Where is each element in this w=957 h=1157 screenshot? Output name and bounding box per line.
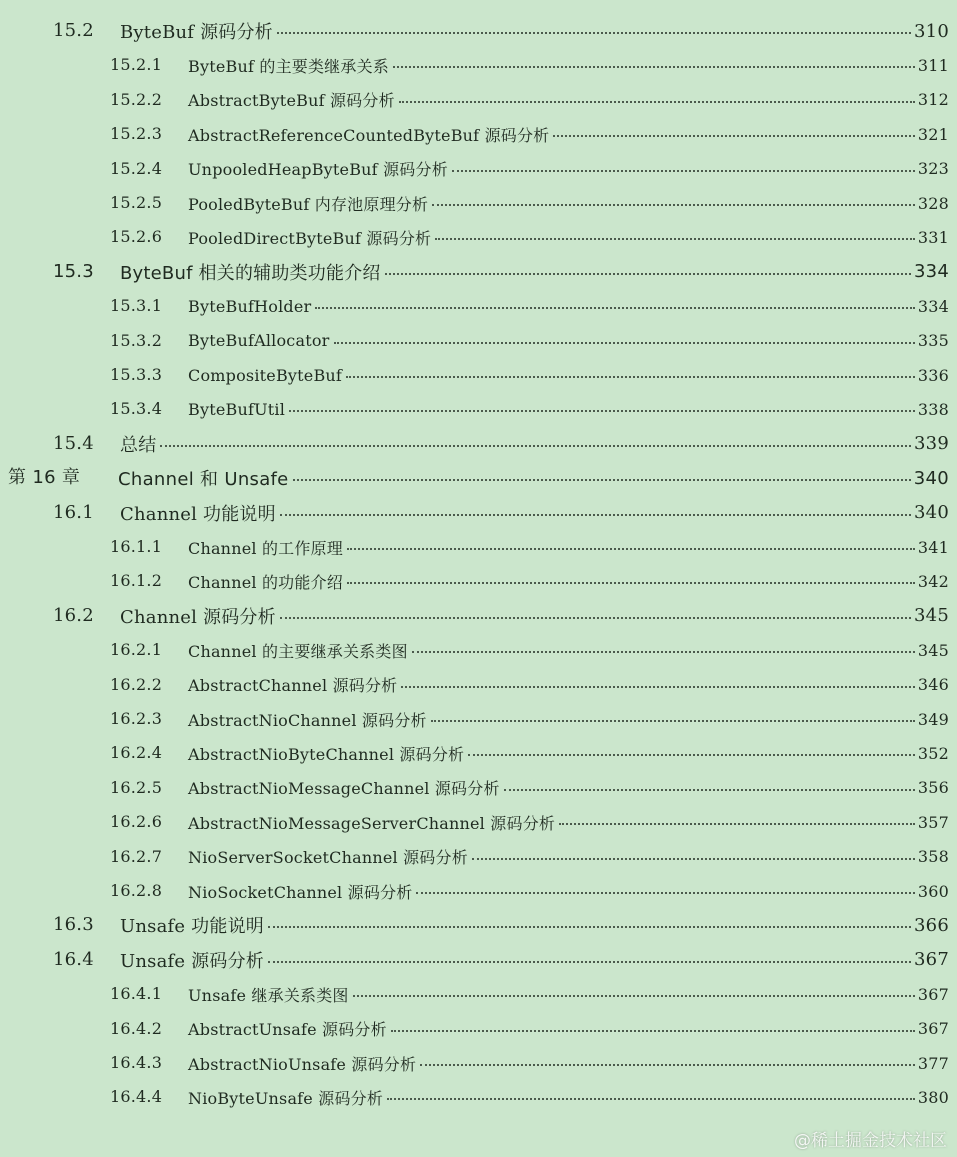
toc-entry-page: 366 xyxy=(914,914,949,936)
toc-entry-page: 342 xyxy=(917,571,949,591)
toc-entry[interactable] xyxy=(0,907,957,943)
toc-entry[interactable] xyxy=(0,495,957,531)
toc-entry-page: 356 xyxy=(917,778,949,798)
toc-entry-title: Channel 的主要继承关系类图 xyxy=(188,641,408,661)
dot-leader xyxy=(334,342,915,344)
toc-entry-number: 15.3 xyxy=(53,260,94,282)
toc-entry-number: 16.2.8 xyxy=(110,881,163,900)
toc-entry-number: 15.2.2 xyxy=(110,89,163,109)
toc-entry-number: 15.3.1 xyxy=(110,296,163,316)
toc-entry-title: NioSocketChannel 源码分析 xyxy=(188,882,413,902)
toc-entry-page: 311 xyxy=(917,55,949,75)
dot-leader xyxy=(277,32,911,34)
dot-leader xyxy=(420,1064,915,1066)
toc-entry[interactable] xyxy=(0,357,957,393)
toc-entry-page: 360 xyxy=(917,881,949,901)
toc-entry-page: 346 xyxy=(917,675,949,695)
toc-entry-title: AbstractUnsafe 源码分析 xyxy=(188,1020,387,1040)
toc-entry[interactable] xyxy=(0,47,957,83)
toc-entry-page: 345 xyxy=(917,640,949,660)
dot-leader xyxy=(289,410,915,412)
toc-entry[interactable] xyxy=(0,632,957,668)
toc-entry[interactable] xyxy=(0,1045,957,1081)
toc-entry-title: AbstractNioChannel 源码分析 xyxy=(188,710,427,730)
dot-leader xyxy=(353,995,915,997)
toc-entry-number: 15.4 xyxy=(53,432,94,454)
toc-entry-number: 16.2.1 xyxy=(110,640,163,660)
toc-entry-number: 16.1 xyxy=(53,501,94,523)
toc-entry-title: ByteBuf 源码分析 xyxy=(120,22,273,43)
toc-entry[interactable] xyxy=(0,391,957,427)
toc-entry[interactable] xyxy=(0,323,957,359)
toc-entry[interactable] xyxy=(0,426,957,462)
toc-entry-title: Unsafe 源码分析 xyxy=(120,950,264,972)
toc-entry[interactable] xyxy=(0,804,957,840)
toc-entry-page: 331 xyxy=(917,227,949,247)
toc-entry-number: 16.3 xyxy=(53,914,94,936)
toc-entry-number: 15.3.4 xyxy=(110,399,163,419)
toc-entry-number: 15.3.2 xyxy=(110,330,163,350)
toc-entry-page: 335 xyxy=(917,331,949,351)
toc-entry[interactable] xyxy=(0,1079,957,1115)
toc-entry-page: 345 xyxy=(914,605,949,627)
dot-leader xyxy=(391,1030,915,1032)
toc-entry-number: 16.2.5 xyxy=(110,777,163,797)
toc-entry-page: 340 xyxy=(914,502,949,524)
toc-entry-page: 334 xyxy=(917,296,949,316)
dot-leader xyxy=(385,273,911,275)
toc-entry[interactable] xyxy=(0,82,957,118)
toc-entry-page: 380 xyxy=(917,1087,949,1107)
toc-entry-page: 357 xyxy=(917,812,949,832)
dot-leader xyxy=(268,961,911,963)
toc-entry-number: 16.4.4 xyxy=(110,1087,163,1107)
dot-leader xyxy=(315,307,915,309)
toc-entry-title: Channel 源码分析 xyxy=(120,606,276,628)
toc-entry-number: 15.2 xyxy=(53,20,94,41)
toc-entry-title: ByteBufAllocator xyxy=(188,331,330,351)
toc-entry[interactable] xyxy=(0,13,957,49)
dot-leader xyxy=(468,754,915,756)
toc-entry[interactable] xyxy=(0,976,957,1012)
toc-entry-title: Unsafe 继承关系类图 xyxy=(188,985,349,1005)
toc-entry-page: 367 xyxy=(917,984,949,1004)
toc-entry[interactable] xyxy=(0,563,957,599)
toc-entry-page: 352 xyxy=(917,743,949,763)
toc-entry-page: 367 xyxy=(914,949,949,971)
toc-entry-title: PooledDirectByteBuf 源码分析 xyxy=(188,228,432,248)
toc-entry-number: 16.4.2 xyxy=(110,1018,163,1038)
dot-leader xyxy=(435,238,915,240)
dot-leader xyxy=(346,376,915,378)
toc-entry-title: Channel 和 Unsafe xyxy=(118,469,289,491)
toc-entry[interactable] xyxy=(0,529,957,565)
dot-leader xyxy=(412,651,915,653)
toc-entry-page: 334 xyxy=(914,261,949,283)
dot-leader xyxy=(280,617,911,619)
toc-entry[interactable] xyxy=(0,598,957,634)
toc-entry[interactable] xyxy=(0,667,957,703)
toc-entry-title: PooledByteBuf 内存池原理分析 xyxy=(188,194,429,214)
toc-entry-number: 15.2.4 xyxy=(110,158,163,178)
toc-entry-title: NioServerSocketChannel 源码分析 xyxy=(188,848,468,868)
toc-entry-number: 16.4.1 xyxy=(110,984,163,1004)
toc-entry-title: Unsafe 功能说明 xyxy=(120,916,264,938)
toc-entry-title: AbstractNioByteChannel 源码分析 xyxy=(188,744,465,764)
toc-entry[interactable] xyxy=(0,839,957,875)
toc-entry-title: Channel 的工作原理 xyxy=(188,538,343,558)
toc-entry-page: 328 xyxy=(917,193,949,213)
toc-entry-page: 358 xyxy=(917,847,949,867)
toc-entry-number: 第 16 章 xyxy=(8,467,81,489)
table-of-contents xyxy=(0,13,957,1153)
toc-entry-title: NioByteUnsafe 源码分析 xyxy=(188,1088,384,1108)
dot-leader xyxy=(399,101,915,103)
toc-entry-page: 323 xyxy=(917,159,949,179)
toc-entry[interactable] xyxy=(0,460,957,496)
toc-entry-title: Channel 功能说明 xyxy=(120,503,276,525)
toc-entry-title: AbstractChannel 源码分析 xyxy=(188,676,398,696)
toc-entry-title: 总结 xyxy=(120,434,157,456)
toc-entry-page: 339 xyxy=(914,433,949,455)
toc-entry-page: 377 xyxy=(917,1053,949,1073)
toc-entry-title: AbstractNioUnsafe 源码分析 xyxy=(188,1054,417,1074)
toc-entry-title: AbstractReferenceCountedByteBuf 源码分析 xyxy=(188,125,550,145)
toc-entry[interactable] xyxy=(0,1011,957,1047)
toc-entry[interactable] xyxy=(0,116,957,152)
toc-entry-number: 16.2.6 xyxy=(110,812,163,832)
toc-entry-title: ByteBuf 相关的辅助类功能介绍 xyxy=(120,262,381,284)
dot-leader xyxy=(559,823,915,825)
toc-entry[interactable] xyxy=(0,185,957,221)
dot-leader xyxy=(416,892,914,894)
toc-entry-number: 15.2.1 xyxy=(110,55,163,75)
toc-entry-number: 16.4 xyxy=(53,948,94,970)
toc-entry[interactable] xyxy=(0,701,957,737)
toc-entry-title: UnpooledHeapByteBuf 源码分析 xyxy=(188,160,448,180)
toc-entry-title: ByteBufUtil xyxy=(188,399,286,419)
toc-entry[interactable] xyxy=(0,873,957,909)
toc-entry-number: 15.2.6 xyxy=(110,227,163,247)
toc-entry-title: Channel 的功能介绍 xyxy=(188,572,343,592)
toc-entry-page: 310 xyxy=(914,20,949,42)
toc-entry-page: 341 xyxy=(917,537,949,557)
dot-leader xyxy=(432,204,915,206)
toc-entry-number: 15.2.5 xyxy=(110,193,163,212)
toc-entry-page: 340 xyxy=(913,467,949,489)
dot-leader xyxy=(504,789,915,791)
toc-entry[interactable] xyxy=(0,254,957,290)
toc-entry-title: ByteBufHolder xyxy=(188,296,312,316)
toc-entry-number: 16.4.3 xyxy=(110,1053,163,1072)
toc-entry-title: CompositeByteBuf xyxy=(188,365,343,385)
toc-entry-number: 16.2 xyxy=(53,604,94,626)
dot-leader xyxy=(472,858,915,860)
toc-entry-number: 16.2.2 xyxy=(110,674,163,694)
toc-entry-number: 16.1.2 xyxy=(110,571,163,591)
toc-entry-page: 312 xyxy=(917,90,949,110)
dot-leader xyxy=(293,479,911,481)
toc-entry-page: 336 xyxy=(917,365,949,385)
dot-leader xyxy=(347,548,915,550)
dot-leader xyxy=(268,926,911,928)
toc-entry-number: 16.2.4 xyxy=(110,743,163,763)
toc-entry[interactable] xyxy=(0,735,957,771)
toc-entry-page: 338 xyxy=(917,399,949,419)
dot-leader xyxy=(347,582,915,584)
dot-leader xyxy=(431,720,915,722)
toc-entry-number: 16.2.7 xyxy=(110,846,163,866)
toc-entry-title: ByteBuf 的主要类继承关系 xyxy=(188,56,389,76)
toc-entry-title: AbstractByteBuf 源码分析 xyxy=(188,91,395,111)
toc-entry-number: 16.2.3 xyxy=(110,709,163,728)
toc-entry[interactable] xyxy=(0,288,957,324)
dot-leader xyxy=(387,1098,915,1100)
toc-entry[interactable] xyxy=(0,151,957,187)
toc-entry-number: 15.2.3 xyxy=(110,124,163,144)
dot-leader xyxy=(393,66,915,68)
dot-leader xyxy=(553,135,914,137)
toc-entry[interactable] xyxy=(0,219,957,255)
toc-entry-page: 349 xyxy=(917,709,949,729)
toc-entry-title: AbstractNioMessageServerChannel 源码分析 xyxy=(188,813,556,833)
toc-entry-title: AbstractNioMessageChannel 源码分析 xyxy=(188,779,500,799)
toc-entry-page: 367 xyxy=(917,1019,949,1039)
dot-leader xyxy=(280,514,911,516)
dot-leader xyxy=(452,170,915,172)
dot-leader xyxy=(401,686,914,688)
watermark: @稀土掘金技术社区 xyxy=(794,1131,947,1151)
toc-entry-number: 16.1.1 xyxy=(110,537,163,556)
toc-entry-page: 321 xyxy=(917,124,949,144)
dot-leader xyxy=(160,445,911,447)
toc-entry-number: 15.3.3 xyxy=(110,365,163,384)
toc-entry[interactable] xyxy=(0,942,957,978)
toc-entry[interactable] xyxy=(0,770,957,806)
